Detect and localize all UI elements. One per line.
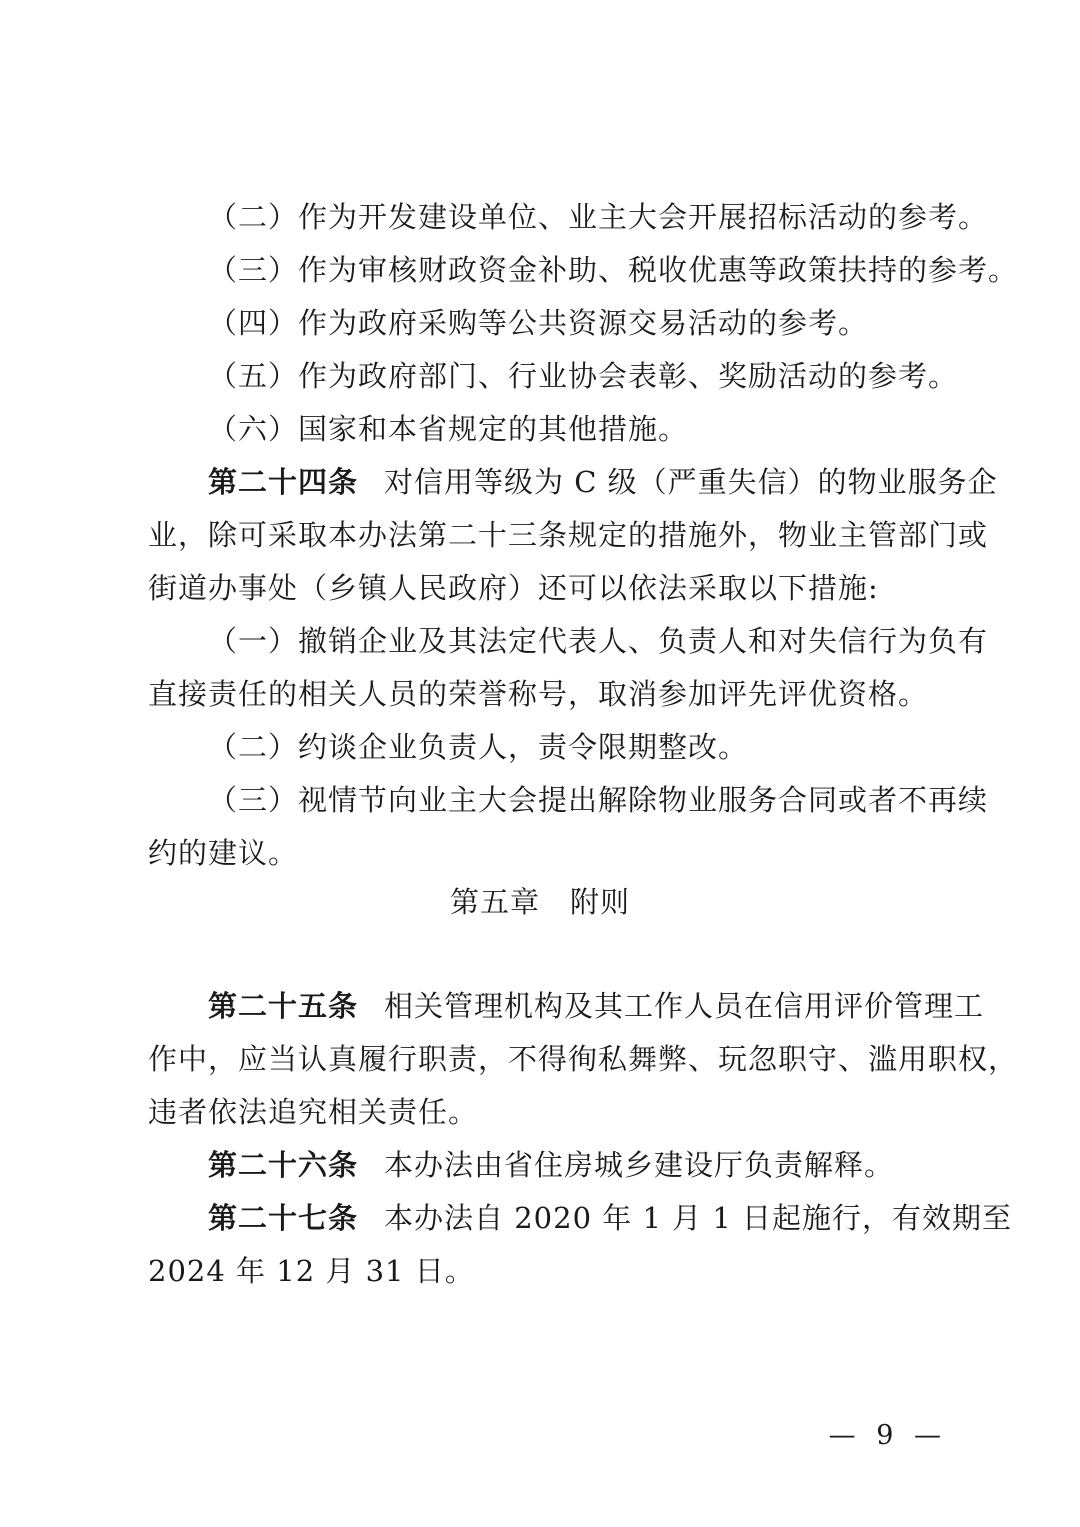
- article-26-title: 第二十六条: [208, 1148, 359, 1182]
- article-26-text: 本办法由省住房城乡建设厅负责解释。: [384, 1148, 895, 1182]
- page-number: — 9 —: [828, 1420, 947, 1451]
- list-item-continuation: 直接责任的相关人员的荣誉称号，取消参加评先评优资格。: [148, 677, 929, 711]
- article-24-text: 对信用等级为 C 级（严重失信）的物业服务企: [384, 465, 998, 499]
- list-item: （三）作为审核财政资金补助、税收优惠等政策扶持的参考。: [208, 253, 1019, 287]
- article-24-first-line: [208, 462, 998, 502]
- article-25-title: 第二十五条: [208, 989, 359, 1023]
- list-item: （六）国家和本省规定的其他措施。: [208, 412, 689, 446]
- article-25-line: 作中，应当认真履行职责，不得徇私舞弊、玩忽职守、滥用职权，: [148, 1042, 1019, 1076]
- list-item: （四）作为政府采购等公共资源交易活动的参考。: [208, 306, 869, 340]
- article-25-line: 违者依法追究相关责任。: [148, 1095, 479, 1129]
- chapter-number: 第五章: [449, 885, 540, 919]
- article-27-text: 本办法自 2020 年 1 月 1 日起施行，有效期至: [384, 1201, 1013, 1235]
- article-27-title: 第二十七条: [208, 1201, 359, 1235]
- article-27-line: 2024 年 12 月 31 日。: [148, 1254, 475, 1288]
- article-24-line: 业，除可采取本办法第二十三条规定的措施外，物业主管部门或: [148, 518, 989, 552]
- list-item-continuation: 约的建议。: [148, 836, 299, 870]
- list-item: （二）约谈企业负责人，责令限期整改。: [208, 730, 749, 764]
- list-item: （三）视情节向业主大会提出解除物业服务合同或者不再续: [208, 783, 989, 817]
- chapter-heading: [0, 882, 1080, 922]
- article-26-line: [208, 1145, 948, 1185]
- chapter-title: 附则: [570, 885, 631, 919]
- article-24-title: 第二十四条: [208, 465, 359, 499]
- article-27-first-line: [208, 1198, 1013, 1238]
- article-25-text: 相关管理机构及其工作人员在信用评价管理工: [384, 989, 985, 1023]
- article-25-first-line: [208, 986, 985, 1026]
- list-item: （五）作为政府部门、行业协会表彰、奖励活动的参考。: [208, 359, 959, 393]
- list-item: （一）撤销企业及其法定代表人、负责人和对失信行为负有: [208, 624, 989, 658]
- article-24-line: 街道办事处（乡镇人民政府）还可以依法采取以下措施:: [148, 571, 879, 605]
- list-item: （二）作为开发建设单位、业主大会开展招标活动的参考。: [208, 200, 989, 234]
